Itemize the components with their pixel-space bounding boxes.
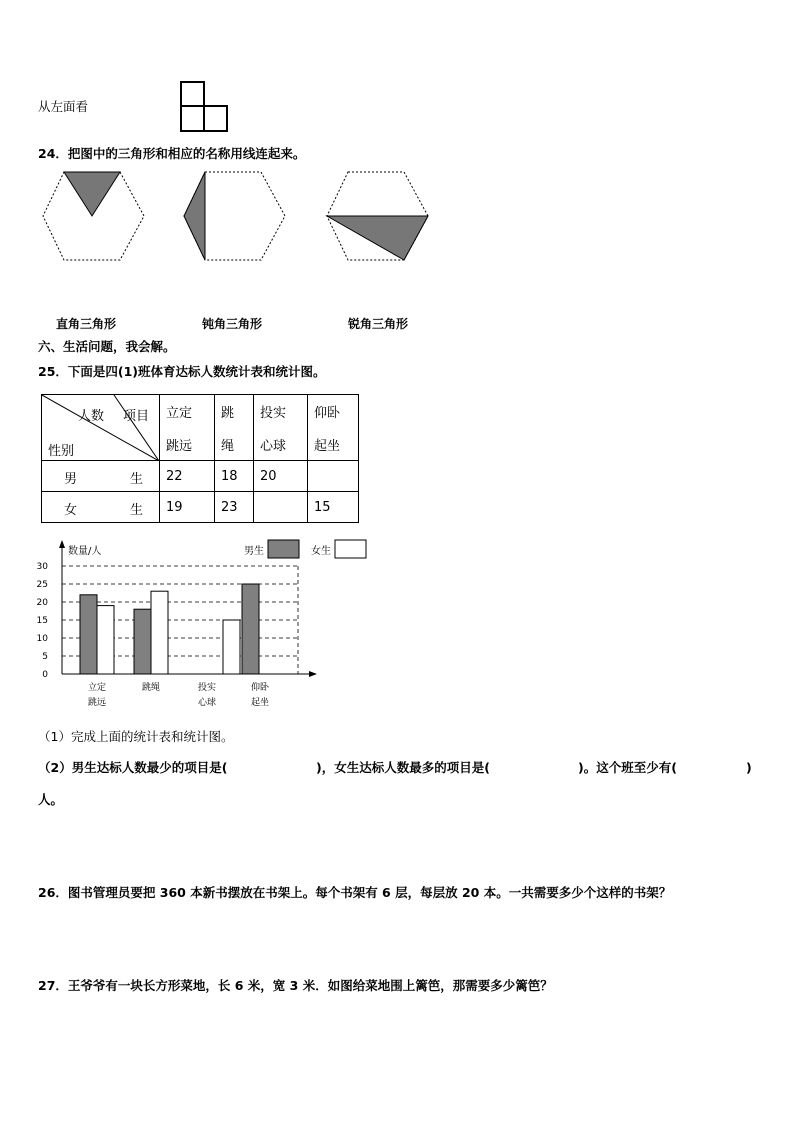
table-corner-cell xyxy=(42,395,160,461)
y-tick-label: 15 xyxy=(36,616,48,626)
column-header: 投实 心球 xyxy=(254,395,308,461)
legend-swatch xyxy=(335,540,366,558)
column-header: 立定 跳远 xyxy=(160,395,215,461)
hexagon-figures xyxy=(40,168,440,264)
table-cell: 19 xyxy=(160,492,215,523)
section-title: 六、生活问题，我会解。 xyxy=(38,339,176,354)
hexagon-1 xyxy=(43,172,144,260)
left-view-figure xyxy=(178,79,230,135)
q25-sub2-part3: )。这个班至少有( xyxy=(578,760,677,775)
q25-sub2-part5: 人。 xyxy=(38,792,64,807)
x-tick-label: 心球 xyxy=(197,698,217,708)
q25-sub2-part4: ) xyxy=(746,760,752,775)
table-cell: 18 xyxy=(215,461,254,492)
corner-label-count: 人数 xyxy=(78,409,105,424)
q26-text: 26．图书管理员要把 360 本新书摆放在书架上。每个书架有 6 层，每层放 20 本。一共需要多少个这样的书架？ xyxy=(38,885,672,900)
x-tick-label: 立定 xyxy=(87,683,107,693)
bar xyxy=(134,609,151,674)
y-tick-label: 30 xyxy=(36,562,48,572)
bar xyxy=(223,620,240,674)
q25-title: 25．下面是四(1)班体育达标人数统计表和统计图。 xyxy=(38,364,326,379)
bar xyxy=(80,595,97,674)
bar-chart xyxy=(30,536,380,716)
y-tick-label: 5 xyxy=(42,652,48,662)
left-view-label: 从左面看 xyxy=(38,99,89,114)
column-header: 仰卧 起坐 xyxy=(308,395,359,461)
row-label-boys: 男 生 xyxy=(42,461,160,492)
table-cell: 23 xyxy=(215,492,254,523)
triangle-name-obtuse: 钝角三角形 xyxy=(202,317,263,331)
bar xyxy=(151,591,168,674)
table-cell-blank xyxy=(308,461,359,492)
x-tick-label: 仰卧 xyxy=(250,683,270,693)
y-tick-label: 10 xyxy=(36,634,48,644)
x-tick-label: 跳绳 xyxy=(141,683,161,693)
corner-label-gender: 性别 xyxy=(48,444,75,459)
x-axis-arrow xyxy=(309,671,317,677)
q27-text: 27．王爷爷有一块长方形菜地，长 6 米，宽 3 米．如图给菜地围上篱笆，那需要多少篱笆？ xyxy=(38,978,553,993)
legend-swatch xyxy=(268,540,299,558)
q24-title: 24．把图中的三角形和相应的名称用线连起来。 xyxy=(38,146,306,161)
hexagon-3 xyxy=(327,172,428,260)
bar xyxy=(97,606,114,674)
column-header: 跳 绳 xyxy=(215,395,254,461)
y-tick-label: 20 xyxy=(36,598,48,608)
x-tick-label: 跳远 xyxy=(87,698,107,708)
triangle-name-right: 直角三角形 xyxy=(56,317,117,331)
table-cell-blank xyxy=(254,492,308,523)
table-cell: 15 xyxy=(308,492,359,523)
x-tick-label: 投实 xyxy=(197,683,217,693)
q25-sub1: （1）完成上面的统计表和统计图。 xyxy=(38,729,234,744)
table-row xyxy=(42,492,359,523)
table-row xyxy=(42,461,359,492)
table-cell: 20 xyxy=(254,461,308,492)
q25-sub2-part2: )，女生达标人数最多的项目是( xyxy=(316,760,490,775)
hexagon-2 xyxy=(184,172,285,260)
statistics-table xyxy=(41,394,359,523)
y-tick-label: 0 xyxy=(42,670,48,680)
bar xyxy=(242,584,259,674)
triangle-name-acute: 锐角三角形 xyxy=(348,317,409,331)
y-axis-label: 数量/人 xyxy=(68,546,102,557)
legend-label: 女生 xyxy=(311,546,331,557)
table-cell: 22 xyxy=(160,461,215,492)
y-tick-label: 25 xyxy=(36,580,48,590)
y-axis-arrow xyxy=(59,540,65,548)
x-tick-label: 起坐 xyxy=(250,698,270,708)
row-label-girls: 女 生 xyxy=(42,492,160,523)
corner-label-item: 项目 xyxy=(123,409,150,424)
q25-sub2-part1: （2）男生达标人数最少的项目是( xyxy=(38,760,228,775)
legend-label: 男生 xyxy=(244,546,264,557)
